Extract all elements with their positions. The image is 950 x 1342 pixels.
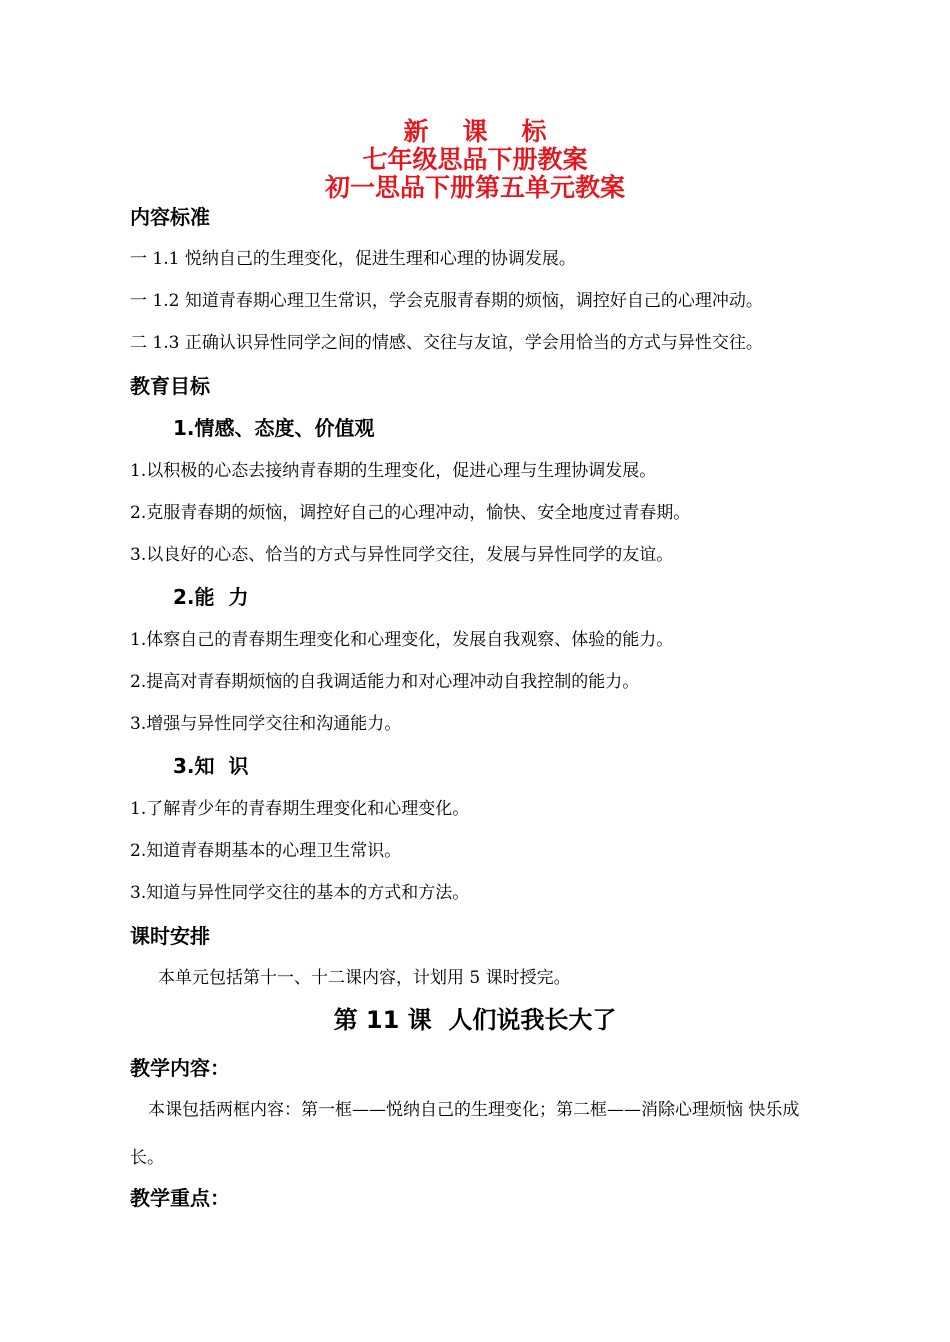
goal-item: 1.以积极的心态去接纳青春期的生理变化，促进心理与生理协调发展。: [130, 461, 657, 481]
doc-title-new-curriculum: [0, 117, 950, 147]
goal-section-title: 1.情感、态度、价值观: [173, 416, 375, 440]
standard-item: 一 1.1 悦纳自己的生理变化，促进生理和心理的协调发展。: [130, 249, 576, 269]
goal-item: 1.了解青少年的青春期生理变化和心理变化。: [130, 799, 470, 819]
teaching-content-text: 本课包括两框内容：第一框——悦纳自己的生理变化；第二框——消除心理烦恼 快乐成: [148, 1100, 800, 1120]
standard-item: 二 1.3 正确认识异性同学之间的情感、交往与友谊，学会用恰当的方式与异性交往。: [130, 333, 763, 353]
goal-item: 2.提高对青春期烦恼的自我调适能力和对心理冲动自我控制的能力。: [130, 672, 640, 692]
goal-item: 3.增强与异性同学交往和沟通能力。: [130, 714, 402, 734]
goal-item: 2.克服青春期的烦恼，调控好自己的心理冲动，愉快、安全地度过青春期。: [130, 503, 691, 523]
heading-schedule: 课时安排: [130, 924, 210, 948]
title-char: 新: [403, 117, 429, 146]
title-char: 课: [462, 117, 488, 146]
standard-item: 一 1.2 知道青春期心理卫生常识，学会克服青春期的烦恼，调控好自己的心理冲动。: [130, 291, 763, 311]
title-char: 标: [521, 117, 547, 146]
heading-content-standard: 内容标准: [130, 205, 210, 229]
goal-item: 3.知道与异性同学交往的基本的方式和方法。: [130, 883, 470, 903]
heading-education-goals: 教育目标: [130, 374, 210, 398]
heading-teaching-content: 教学内容：: [130, 1056, 230, 1080]
goal-item: 1.体察自己的青春期生理变化和心理变化，发展自我观察、体验的能力。: [130, 630, 674, 650]
goal-item: 3.以良好的心态、恰当的方式与异性同学交往，发展与异性同学的友谊。: [130, 545, 674, 565]
lesson-title: 第 11 课 人们说我长大了: [333, 1006, 617, 1034]
goal-section-title: 3.知 识: [173, 754, 249, 778]
heading-teaching-focus: 教学重点：: [130, 1186, 230, 1210]
goal-section-title: 2.能 力: [173, 585, 249, 609]
teaching-content-text: 长。: [130, 1148, 164, 1168]
schedule-text: 本单元包括第十一、十二课内容，计划用 5 课时授完。: [158, 968, 571, 988]
doc-title-unit: 初一思品下册第五单元教案: [324, 173, 625, 202]
doc-title-grade: 七年级思品下册教案: [362, 145, 588, 174]
goal-item: 2.知道青春期基本的心理卫生常识。: [130, 841, 402, 861]
